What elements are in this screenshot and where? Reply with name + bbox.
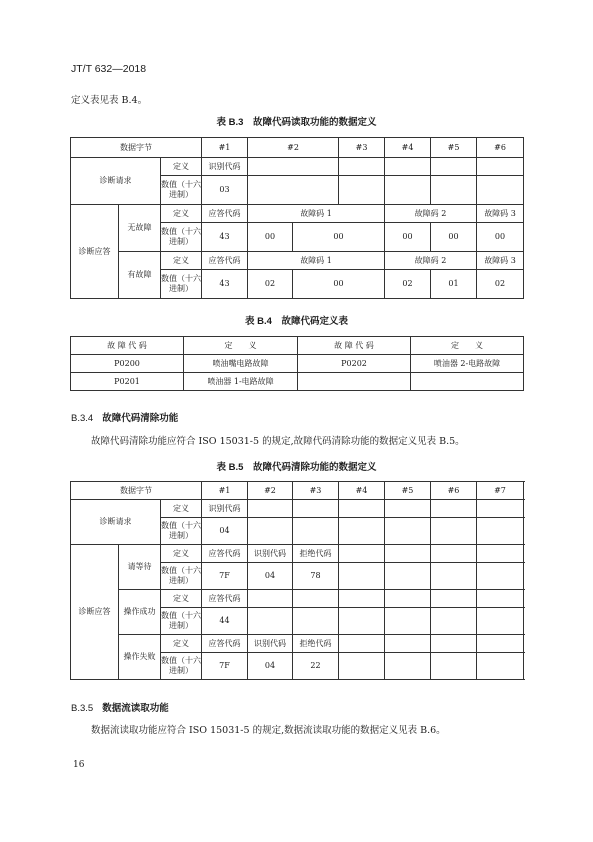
section-b34-heading [71,410,178,424]
group-label: 操作失败 [119,635,161,680]
head-col: #5 [385,482,431,500]
head-data-byte: 数据字节 [71,138,202,158]
no-fault-label: 无故障 [119,205,161,252]
cell: 7F [202,563,248,590]
cell: 识别代码 [202,158,248,176]
table-b3-caption: 表 B.3 故障代码读取功能的数据定义 [216,117,377,128]
val-label: 数值（十六进制） [161,518,202,545]
val-label: 数值（十六进制） [161,563,202,590]
cell: 02 [385,270,431,299]
cell: 7F [202,653,248,680]
def-label: 定义 [161,252,202,270]
cell: 43 [202,270,248,299]
cell: 故障码 3 [477,205,524,223]
cell: 喷油器 2-电路故障 [411,355,524,373]
cell: 应答代码 [202,205,248,223]
head-col: 故 障 代 码 [71,337,184,355]
head-col: #3 [339,138,385,158]
table-b5 [70,481,524,680]
cell: 故障码 1 [248,252,385,270]
head-col: #4 [339,482,385,500]
cell: 应答代码 [202,635,248,653]
cell [411,373,524,391]
cell: 应答代码 [202,590,248,608]
cell: 故障码 2 [385,252,477,270]
cell: 喷油嘴电路故障 [184,355,298,373]
head-col: #6 [477,138,524,158]
cell: 00 [293,270,385,299]
head-col: 定 义 [411,337,524,355]
cell: 识别代码 [202,500,248,518]
cell: 02 [248,270,293,299]
diag-response-label: 诊断应答 [71,205,119,299]
section-number: B.3.4 [71,413,94,424]
cell: 22 [293,653,339,680]
cell: 00 [248,223,293,252]
cell: 43 [202,223,248,252]
cell: 02 [477,270,524,299]
cell: 44 [202,608,248,635]
val-label: 数值（十六进制） [161,608,202,635]
head-col: #2 [248,482,293,500]
section-b35-heading [71,700,169,714]
fault-label: 有故障 [119,252,161,299]
cell [298,373,411,391]
cell: 故障码 3 [477,252,524,270]
cell: P0201 [71,373,184,391]
cell: 故障码 1 [248,205,385,223]
intro-paragraph: 定义表见表 B.4。 [71,95,148,106]
val-label: 数值（十六进制） [161,270,202,299]
head-col: #3 [293,482,339,500]
def-label: 定义 [161,500,202,518]
cell: 00 [431,223,477,252]
cell: 识别代码 [248,545,293,563]
def-label: 定义 [161,635,202,653]
cell: 故障码 2 [385,205,477,223]
cell: 识别代码 [248,635,293,653]
cell: 04 [202,518,248,545]
def-label: 定义 [161,545,202,563]
diag-request-label: 诊断请求 [71,500,161,545]
cell: 拒绝代码 [293,635,339,653]
group-label: 操作成功 [119,590,161,635]
table-b3 [70,137,524,299]
cell: 01 [431,270,477,299]
section-title: 故障代码清除功能 [102,413,179,424]
cell: 00 [385,223,431,252]
diag-response-label: 诊断应答 [71,545,119,680]
head-col: 故 障 代 码 [298,337,411,355]
def-label: 定义 [161,205,202,223]
cell: 04 [248,563,293,590]
section-b35-paragraph: 数据流读取功能应符合 ISO 15031-5 的规定,数据流读取功能的数据定义见表 B.6。 [91,725,446,736]
cell: 应答代码 [202,252,248,270]
cell: 00 [293,223,385,252]
cell: 喷油器 1-电路故障 [184,373,298,391]
head-col: #4 [385,138,431,158]
cell: 78 [293,563,339,590]
cell: 00 [477,223,524,252]
section-number: B.3.5 [71,703,94,714]
head-col: #1 [202,138,248,158]
section-title: 数据流读取功能 [102,703,169,714]
head-col: #2 [248,138,339,158]
cell: P0200 [71,355,184,373]
page-number: 16 [73,760,85,770]
running-header: JT/T 632—2018 [71,63,147,75]
head-col: 定 义 [184,337,298,355]
head-col: #7 [477,482,524,500]
def-label: 定义 [161,590,202,608]
cell: 拒绝代码 [293,545,339,563]
val-label: 数值（十六进制） [161,653,202,680]
table-b4-caption: 表 B.4 故障代码定义表 [245,316,348,327]
head-col: #1 [202,482,248,500]
section-b34-paragraph: 故障代码清除功能应符合 ISO 15031-5 的规定,故障代码清除功能的数据定义见表 B.5。 [91,436,465,447]
head-col: #6 [431,482,477,500]
cell: 应答代码 [202,545,248,563]
cell: 03 [202,176,248,205]
val-label: 数值（十六进制） [161,223,202,252]
cell: 04 [248,653,293,680]
table-b4 [70,336,524,391]
table-b5-caption: 表 B.5 故障代码清除功能的数据定义 [216,462,377,473]
val-label: 数值（十六进制） [161,176,202,205]
group-label: 请等待 [119,545,161,590]
def-label: 定义 [161,158,202,176]
diag-request-label: 诊断请求 [71,158,161,205]
head-col: #5 [431,138,477,158]
cell: P0202 [298,355,411,373]
head-data-byte: 数据字节 [71,482,202,500]
